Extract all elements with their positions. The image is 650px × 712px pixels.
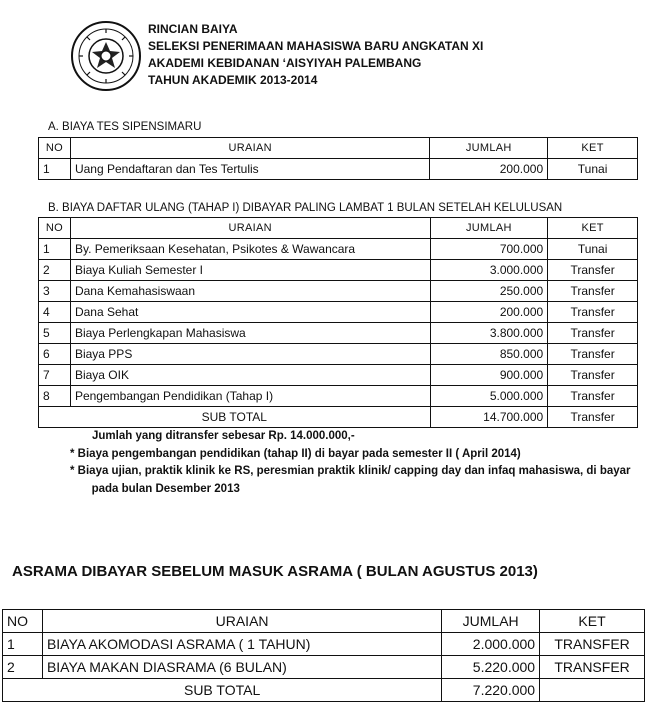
table-row: [39, 239, 638, 260]
table-row: [39, 159, 638, 180]
cell-jumlah: 5.220.000: [442, 656, 540, 679]
table-row: [39, 344, 638, 365]
table-row: [39, 302, 638, 323]
cell-jumlah: 200.000: [430, 302, 548, 323]
cell-ket: TRANSFER: [540, 633, 645, 656]
cell-ket: Transfer: [548, 344, 638, 365]
col-jumlah: JUMLAH: [430, 138, 548, 159]
col-jumlah: JUMLAH: [430, 218, 548, 239]
cell-no: 2: [3, 656, 43, 679]
table-row: [39, 365, 638, 386]
cell-uraian: Biaya PPS: [70, 344, 430, 365]
section-b-table: [38, 217, 638, 428]
cell-uraian: Biaya Kuliah Semester I: [70, 260, 430, 281]
table-row: [39, 260, 638, 281]
cell-no: 1: [3, 633, 43, 656]
cell-jumlah: 2.000.000: [442, 633, 540, 656]
cell-ket: Transfer: [548, 260, 638, 281]
table-row: [3, 656, 645, 679]
subtotal-jumlah: 14.700.000: [430, 407, 548, 428]
col-no: NO: [3, 610, 43, 633]
cell-no: 3: [39, 281, 71, 302]
section-a-title: A. BIAYA TES SIPENSIMARU: [48, 121, 202, 133]
cell-ket: TRANSFER: [540, 656, 645, 679]
cell-jumlah: 3.800.000: [430, 323, 548, 344]
cell-no: 4: [39, 302, 71, 323]
cell-ket: Tunai: [548, 159, 638, 180]
asrama-table: [2, 609, 645, 702]
cell-jumlah: 3.000.000: [430, 260, 548, 281]
note-item: * Biaya pengembangan pendidikan (tahap II) di bayar pada semester II ( April 2014): [70, 447, 521, 460]
cell-uraian: Dana Sehat: [70, 302, 430, 323]
subtotal-ket: [540, 679, 645, 702]
cell-jumlah: 250.000: [430, 281, 548, 302]
cell-ket: Transfer: [548, 365, 638, 386]
col-no: NO: [39, 138, 71, 159]
subtotal-row: [39, 407, 638, 428]
col-ket: KET: [540, 610, 645, 633]
col-ket: KET: [548, 138, 638, 159]
table-header-row: [39, 218, 638, 239]
cell-ket: Tunai: [548, 239, 638, 260]
header-line-selection: SELEKSI PENERIMAAN MAHASISWA BARU ANGKATAN XI: [148, 39, 484, 53]
cell-uraian: Biaya Perlengkapan Mahasiswa: [70, 323, 430, 344]
notes: [70, 428, 631, 498]
col-ket: KET: [548, 218, 638, 239]
cell-jumlah: 5.000.000: [430, 386, 548, 407]
col-uraian: URAIAN: [42, 610, 441, 633]
subtotal-row: [3, 679, 645, 702]
cell-no: 8: [39, 386, 71, 407]
cell-no: 1: [39, 239, 71, 260]
cell-uraian: Pengembangan Pendidikan (Tahap I): [70, 386, 430, 407]
cell-uraian: Uang Pendaftaran dan Tes Tertulis: [70, 159, 429, 180]
cell-uraian: Biaya OIK: [70, 365, 430, 386]
table-header-row: [3, 610, 645, 633]
subtotal-ket: Transfer: [548, 407, 638, 428]
section-b-title: B. BIAYA DAFTAR ULANG (TAHAP I) DIBAYAR PALING LAMBAT 1 BULAN SETELAH KELULUSAN: [48, 202, 563, 214]
note-item: pada bulan Desember 2013: [82, 482, 240, 495]
cell-no: 2: [39, 260, 71, 281]
document-header: [148, 21, 483, 89]
section-a-table: [38, 137, 638, 180]
academy-logo-icon: [70, 20, 142, 92]
subtotal-jumlah: 7.220.000: [442, 679, 540, 702]
header-line-year: TAHUN AKADEMIK 2013-2014: [148, 73, 318, 87]
table-row: [39, 281, 638, 302]
table-row: [3, 633, 645, 656]
transfer-note: Jumlah yang ditransfer sebesar Rp. 14.000.000,-: [92, 430, 355, 442]
col-uraian: URAIAN: [70, 218, 430, 239]
header-line-title: RINCIAN BAIYA: [148, 22, 238, 36]
header-line-academy: AKADEMI KEBIDANAN ‘AISYIYAH PALEMBANG: [148, 56, 422, 70]
cell-ket: Transfer: [548, 281, 638, 302]
table-header-row: [39, 138, 638, 159]
col-uraian: URAIAN: [70, 138, 429, 159]
cell-uraian: By. Pemeriksaan Kesehatan, Psikotes & Wawancara: [70, 239, 430, 260]
subtotal-label: SUB TOTAL: [39, 407, 431, 428]
cell-jumlah: 200.000: [430, 159, 548, 180]
cell-ket: Transfer: [548, 386, 638, 407]
cell-jumlah: 850.000: [430, 344, 548, 365]
table-row: [39, 323, 638, 344]
cell-uraian: BIAYA MAKAN DIASRAMA (6 BULAN): [42, 656, 441, 679]
cell-no: 7: [39, 365, 71, 386]
table-row: [39, 386, 638, 407]
note-item: * Biaya ujian, praktik klinik ke RS, peresmian praktik klinik/ capping day dan infaq mahasiswa, di bayar: [70, 465, 631, 477]
cell-uraian: Dana Kemahasiswaan: [70, 281, 430, 302]
cell-uraian: BIAYA AKOMODASI ASRAMA ( 1 TAHUN): [42, 633, 441, 656]
col-jumlah: JUMLAH: [442, 610, 540, 633]
cell-ket: Transfer: [548, 323, 638, 344]
subtotal-label: SUB TOTAL: [3, 679, 442, 702]
cell-jumlah: 900.000: [430, 365, 548, 386]
cell-no: 6: [39, 344, 71, 365]
cell-jumlah: 700.000: [430, 239, 548, 260]
col-no: NO: [39, 218, 71, 239]
cell-ket: Transfer: [548, 302, 638, 323]
cell-no: 5: [39, 323, 71, 344]
asrama-title: ASRAMA DIBAYAR SEBELUM MASUK ASRAMA ( BULAN AGUSTUS 2013): [12, 563, 538, 580]
cell-no: 1: [39, 159, 71, 180]
